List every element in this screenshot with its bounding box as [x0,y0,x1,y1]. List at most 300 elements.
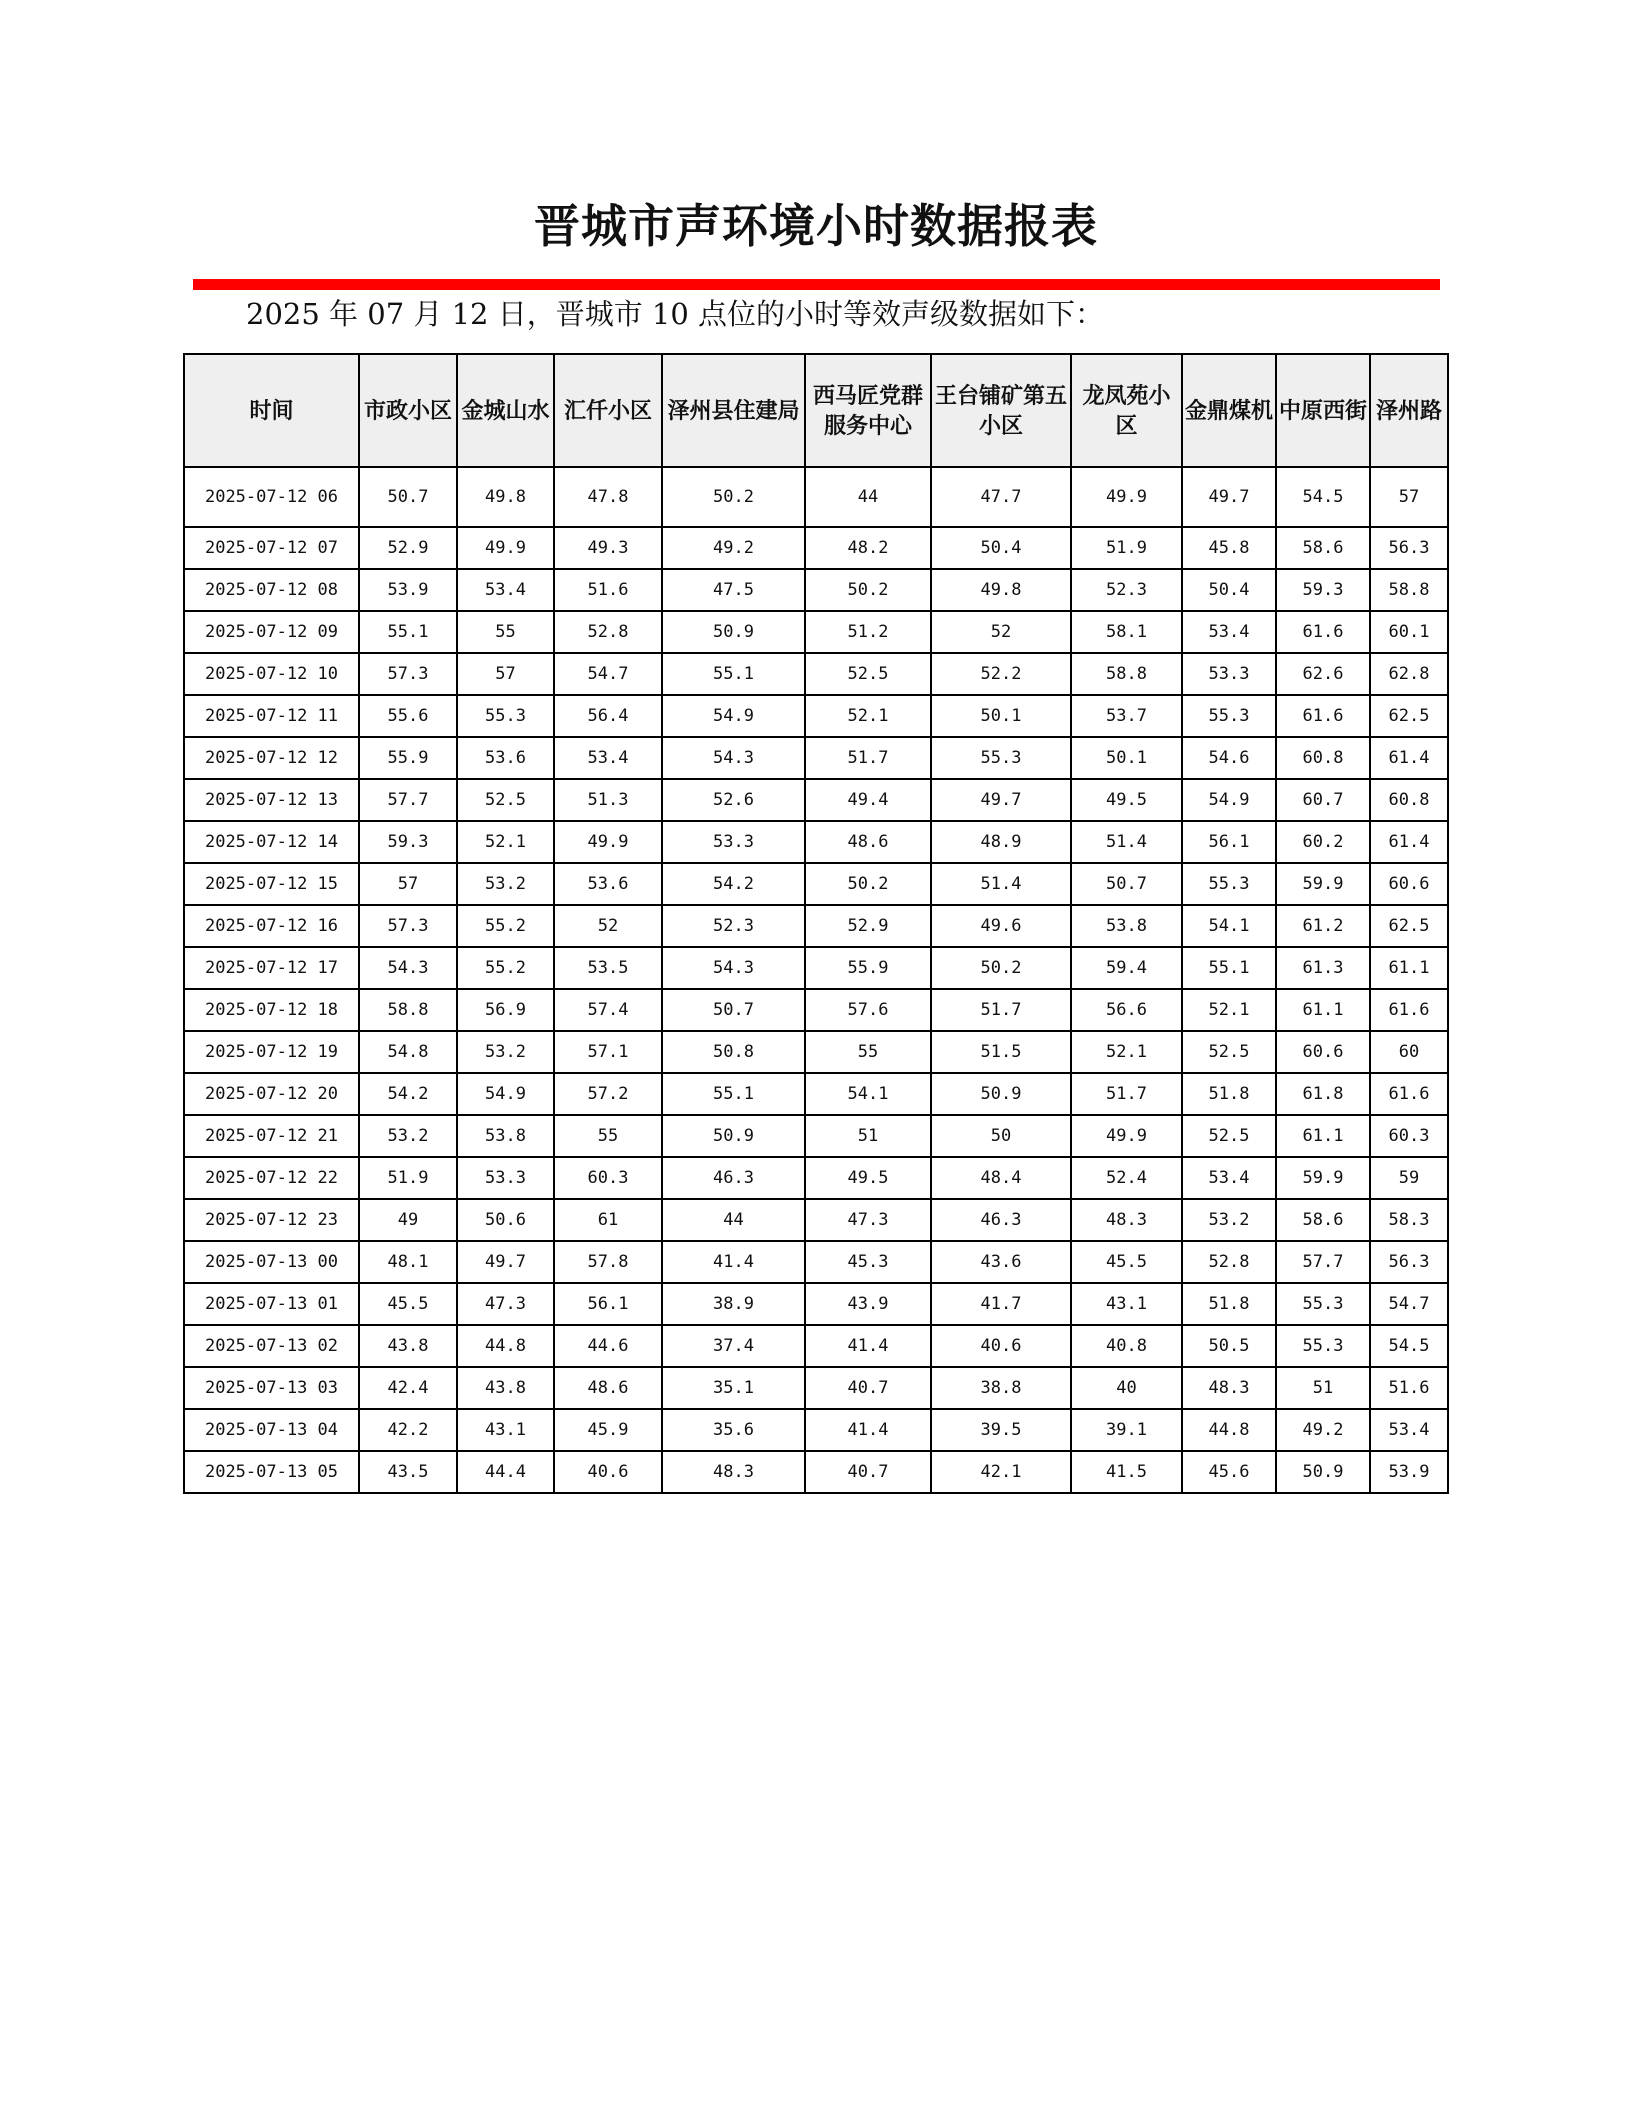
value-cell: 49.9 [457,527,554,569]
value-cell: 55.2 [457,905,554,947]
column-header: 王台铺矿第五小区 [931,354,1071,467]
value-cell: 51.7 [805,737,931,779]
column-header: 泽州县住建局 [662,354,805,467]
value-cell: 49.5 [1071,779,1182,821]
report-title: 晋城市声环境小时数据报表 [534,199,1098,253]
value-cell: 57 [457,653,554,695]
value-cell: 45.5 [359,1283,457,1325]
value-cell: 56.1 [1182,821,1276,863]
value-cell: 60.8 [1370,779,1448,821]
value-cell: 57.3 [359,905,457,947]
value-cell: 52.5 [1182,1115,1276,1157]
time-cell: 2025-07-12 14 [184,821,359,863]
value-cell: 50.2 [931,947,1071,989]
value-cell: 47.7 [931,467,1071,527]
value-cell: 41.5 [1071,1451,1182,1493]
table-row [184,905,1448,947]
value-cell: 60.6 [1370,863,1448,905]
value-cell: 53.8 [457,1115,554,1157]
value-cell: 59.9 [1276,863,1370,905]
value-cell: 53.2 [1182,1199,1276,1241]
value-cell: 61.6 [1370,1073,1448,1115]
table-row [184,989,1448,1031]
time-cell: 2025-07-12 10 [184,653,359,695]
value-cell: 43.8 [359,1325,457,1367]
value-cell: 52.1 [805,695,931,737]
value-cell: 50.4 [1182,569,1276,611]
column-header: 龙凤苑小区 [1071,354,1182,467]
value-cell: 53.4 [554,737,662,779]
value-cell: 53.3 [457,1157,554,1199]
value-cell: 56.3 [1370,527,1448,569]
value-cell: 51.9 [359,1157,457,1199]
table-row [184,1241,1448,1283]
value-cell: 51.7 [1071,1073,1182,1115]
value-cell: 50.7 [359,467,457,527]
value-cell: 51.8 [1182,1283,1276,1325]
value-cell: 61 [554,1199,662,1241]
value-cell: 61.6 [1370,989,1448,1031]
value-cell: 49.8 [931,569,1071,611]
value-cell: 51.6 [554,569,662,611]
value-cell: 49.7 [457,1241,554,1283]
table-row [184,695,1448,737]
time-cell: 2025-07-13 01 [184,1283,359,1325]
value-cell: 57.7 [359,779,457,821]
value-cell: 43.9 [805,1283,931,1325]
value-cell: 51 [805,1115,931,1157]
value-cell: 61.8 [1276,1073,1370,1115]
value-cell: 52.5 [457,779,554,821]
value-cell: 55.1 [359,611,457,653]
value-cell: 48.2 [805,527,931,569]
value-cell: 53.9 [1370,1451,1448,1493]
value-cell: 54.9 [662,695,805,737]
time-cell: 2025-07-12 15 [184,863,359,905]
value-cell: 50.1 [1071,737,1182,779]
value-cell: 44.8 [457,1325,554,1367]
value-cell: 52 [554,905,662,947]
table-row [184,821,1448,863]
value-cell: 62.5 [1370,905,1448,947]
value-cell: 46.3 [931,1199,1071,1241]
value-cell: 56.4 [554,695,662,737]
table-row [184,947,1448,989]
value-cell: 61.1 [1276,989,1370,1031]
value-cell: 57.1 [554,1031,662,1073]
time-cell: 2025-07-12 16 [184,905,359,947]
value-cell: 44 [805,467,931,527]
value-cell: 41.4 [662,1241,805,1283]
time-cell: 2025-07-12 20 [184,1073,359,1115]
value-cell: 54.1 [805,1073,931,1115]
value-cell: 53.6 [457,737,554,779]
value-cell: 48.6 [805,821,931,863]
value-cell: 41.7 [931,1283,1071,1325]
value-cell: 40.8 [1071,1325,1182,1367]
value-cell: 51.4 [1071,821,1182,863]
value-cell: 48.4 [931,1157,1071,1199]
table-row [184,1199,1448,1241]
time-cell: 2025-07-12 07 [184,527,359,569]
value-cell: 56.3 [1370,1241,1448,1283]
value-cell: 52.9 [805,905,931,947]
value-cell: 62.5 [1370,695,1448,737]
value-cell: 61.6 [1276,611,1370,653]
value-cell: 52.6 [662,779,805,821]
value-cell: 53.6 [554,863,662,905]
noise-data-table [183,353,1449,1494]
time-cell: 2025-07-12 19 [184,1031,359,1073]
table-row [184,611,1448,653]
value-cell: 55 [457,611,554,653]
value-cell: 52.5 [805,653,931,695]
value-cell: 55.1 [662,653,805,695]
table-row [184,1157,1448,1199]
table-row [184,569,1448,611]
value-cell: 57.4 [554,989,662,1031]
value-cell: 58.8 [1370,569,1448,611]
value-cell: 45.3 [805,1241,931,1283]
value-cell: 54.2 [359,1073,457,1115]
value-cell: 53.4 [1182,1157,1276,1199]
value-cell: 49.9 [1071,1115,1182,1157]
column-header: 中原西街 [1276,354,1370,467]
table-row [184,1451,1448,1493]
value-cell: 43.1 [457,1409,554,1451]
time-cell: 2025-07-12 21 [184,1115,359,1157]
table-row [184,527,1448,569]
time-cell: 2025-07-12 22 [184,1157,359,1199]
value-cell: 55.2 [457,947,554,989]
table-header-row [184,354,1448,467]
table-row [184,1367,1448,1409]
value-cell: 58.1 [1071,611,1182,653]
value-cell: 61.6 [1276,695,1370,737]
table-row [184,1283,1448,1325]
value-cell: 58.6 [1276,1199,1370,1241]
time-cell: 2025-07-12 06 [184,467,359,527]
value-cell: 44.6 [554,1325,662,1367]
value-cell: 52.1 [1071,1031,1182,1073]
table-row [184,1031,1448,1073]
value-cell: 49.3 [554,527,662,569]
value-cell: 35.1 [662,1367,805,1409]
time-cell: 2025-07-12 09 [184,611,359,653]
value-cell: 52.8 [1182,1241,1276,1283]
value-cell: 56.1 [554,1283,662,1325]
value-cell: 55.1 [1182,947,1276,989]
table-row [184,779,1448,821]
value-cell: 53.4 [1182,611,1276,653]
value-cell: 40.7 [805,1451,931,1493]
value-cell: 61.2 [1276,905,1370,947]
time-cell: 2025-07-12 13 [184,779,359,821]
value-cell: 45.5 [1071,1241,1182,1283]
column-header: 时间 [184,354,359,467]
value-cell: 46.3 [662,1157,805,1199]
value-cell: 57.8 [554,1241,662,1283]
value-cell: 60.2 [1276,821,1370,863]
value-cell: 38.8 [931,1367,1071,1409]
value-cell: 51.9 [1071,527,1182,569]
value-cell: 50.9 [662,611,805,653]
value-cell: 50.9 [662,1115,805,1157]
value-cell: 53.7 [1071,695,1182,737]
value-cell: 52.5 [1182,1031,1276,1073]
value-cell: 55 [554,1115,662,1157]
value-cell: 47.8 [554,467,662,527]
value-cell: 56.6 [1071,989,1182,1031]
value-cell: 41.4 [805,1409,931,1451]
value-cell: 53.3 [662,821,805,863]
value-cell: 42.1 [931,1451,1071,1493]
time-cell: 2025-07-13 02 [184,1325,359,1367]
time-cell: 2025-07-13 03 [184,1367,359,1409]
value-cell: 54.6 [1182,737,1276,779]
value-cell: 37.4 [662,1325,805,1367]
table-row [184,467,1448,527]
value-cell: 52.3 [1071,569,1182,611]
value-cell: 39.5 [931,1409,1071,1451]
time-cell: 2025-07-12 23 [184,1199,359,1241]
value-cell: 61.4 [1370,821,1448,863]
time-cell: 2025-07-12 08 [184,569,359,611]
value-cell: 52.2 [931,653,1071,695]
table-row [184,1325,1448,1367]
value-cell: 57.7 [1276,1241,1370,1283]
value-cell: 39.1 [1071,1409,1182,1451]
value-cell: 54.3 [662,737,805,779]
value-cell: 53.4 [457,569,554,611]
value-cell: 44 [662,1199,805,1241]
value-cell: 51.7 [931,989,1071,1031]
value-cell: 51 [1276,1367,1370,1409]
time-cell: 2025-07-13 05 [184,1451,359,1493]
column-header: 市政小区 [359,354,457,467]
value-cell: 50.2 [662,467,805,527]
value-cell: 58.8 [1071,653,1182,695]
value-cell: 53.2 [359,1115,457,1157]
column-header: 金城山水 [457,354,554,467]
value-cell: 57 [1370,467,1448,527]
value-cell: 51.3 [554,779,662,821]
value-cell: 43.1 [1071,1283,1182,1325]
value-cell: 50.7 [662,989,805,1031]
value-cell: 52.1 [1182,989,1276,1031]
value-cell: 48.6 [554,1367,662,1409]
value-cell: 43.6 [931,1241,1071,1283]
value-cell: 47.3 [805,1199,931,1241]
value-cell: 58.6 [1276,527,1370,569]
value-cell: 60.8 [1276,737,1370,779]
value-cell: 47.3 [457,1283,554,1325]
table-row [184,1073,1448,1115]
value-cell: 54.9 [1182,779,1276,821]
value-cell: 55.6 [359,695,457,737]
value-cell: 53.3 [1182,653,1276,695]
value-cell: 52 [931,611,1071,653]
value-cell: 54.3 [359,947,457,989]
value-cell: 49.7 [931,779,1071,821]
value-cell: 40.6 [554,1451,662,1493]
value-cell: 50.5 [1182,1325,1276,1367]
value-cell: 49.5 [805,1157,931,1199]
value-cell: 53.2 [457,863,554,905]
value-cell: 50.2 [805,863,931,905]
title-divider [193,279,1440,290]
value-cell: 50.4 [931,527,1071,569]
value-cell: 48.3 [1071,1199,1182,1241]
table-body [184,467,1448,1493]
value-cell: 42.4 [359,1367,457,1409]
value-cell: 49.9 [1071,467,1182,527]
value-cell: 52.9 [359,527,457,569]
time-cell: 2025-07-12 11 [184,695,359,737]
value-cell: 50.7 [1071,863,1182,905]
value-cell: 47.5 [662,569,805,611]
table-row [184,653,1448,695]
table-row [184,1115,1448,1157]
value-cell: 55.3 [1182,863,1276,905]
value-cell: 60.3 [1370,1115,1448,1157]
value-cell: 59.4 [1071,947,1182,989]
value-cell: 50.9 [931,1073,1071,1115]
value-cell: 51.8 [1182,1073,1276,1115]
value-cell: 52.8 [554,611,662,653]
value-cell: 54.8 [359,1031,457,1073]
column-header: 汇仟小区 [554,354,662,467]
value-cell: 53.2 [457,1031,554,1073]
value-cell: 59.9 [1276,1157,1370,1199]
value-cell: 54.5 [1276,467,1370,527]
value-cell: 51.2 [805,611,931,653]
value-cell: 61.4 [1370,737,1448,779]
value-cell: 44.8 [1182,1409,1276,1451]
value-cell: 40 [1071,1367,1182,1409]
value-cell: 48.3 [1182,1367,1276,1409]
value-cell: 61.1 [1276,1115,1370,1157]
value-cell: 52.1 [457,821,554,863]
value-cell: 56.9 [457,989,554,1031]
value-cell: 53.4 [1370,1409,1448,1451]
column-header: 西马匠党群服务中心 [805,354,931,467]
value-cell: 55.1 [662,1073,805,1115]
value-cell: 53.5 [554,947,662,989]
value-cell: 50.2 [805,569,931,611]
value-cell: 60.6 [1276,1031,1370,1073]
value-cell: 55.3 [457,695,554,737]
value-cell: 57.6 [805,989,931,1031]
value-cell: 48.9 [931,821,1071,863]
value-cell: 61.1 [1370,947,1448,989]
value-cell: 38.9 [662,1283,805,1325]
value-cell: 54.7 [554,653,662,695]
value-cell: 55.9 [805,947,931,989]
value-cell: 49.2 [1276,1409,1370,1451]
time-cell: 2025-07-13 00 [184,1241,359,1283]
table-row [184,737,1448,779]
value-cell: 45.8 [1182,527,1276,569]
column-header: 泽州路 [1370,354,1448,467]
value-cell: 49.7 [1182,467,1276,527]
value-cell: 50 [931,1115,1071,1157]
value-cell: 42.2 [359,1409,457,1451]
column-header: 金鼎煤机 [1182,354,1276,467]
value-cell: 45.6 [1182,1451,1276,1493]
value-cell: 54.1 [1182,905,1276,947]
value-cell: 49.8 [457,467,554,527]
value-cell: 43.8 [457,1367,554,1409]
value-cell: 58.8 [359,989,457,1031]
value-cell: 49.6 [931,905,1071,947]
value-cell: 53.9 [359,569,457,611]
value-cell: 35.6 [662,1409,805,1451]
value-cell: 49 [359,1199,457,1241]
table-row [184,863,1448,905]
value-cell: 44.4 [457,1451,554,1493]
value-cell: 51.5 [931,1031,1071,1073]
value-cell: 48.3 [662,1451,805,1493]
value-cell: 60.1 [1370,611,1448,653]
value-cell: 55.3 [1182,695,1276,737]
value-cell: 52.3 [662,905,805,947]
value-cell: 53.8 [1071,905,1182,947]
value-cell: 55.3 [1276,1283,1370,1325]
value-cell: 52.4 [1071,1157,1182,1199]
value-cell: 43.5 [359,1451,457,1493]
value-cell: 48.1 [359,1241,457,1283]
value-cell: 54.7 [1370,1283,1448,1325]
value-cell: 55 [805,1031,931,1073]
value-cell: 50.9 [1276,1451,1370,1493]
value-cell: 54.5 [1370,1325,1448,1367]
value-cell: 54.2 [662,863,805,905]
value-cell: 55.3 [1276,1325,1370,1367]
value-cell: 60.7 [1276,779,1370,821]
time-cell: 2025-07-12 17 [184,947,359,989]
value-cell: 58.3 [1370,1199,1448,1241]
value-cell: 50.1 [931,695,1071,737]
value-cell: 55.9 [359,737,457,779]
value-cell: 59 [1370,1157,1448,1199]
value-cell: 41.4 [805,1325,931,1367]
value-cell: 59.3 [1276,569,1370,611]
value-cell: 45.9 [554,1409,662,1451]
table-row [184,1409,1448,1451]
value-cell: 57 [359,863,457,905]
time-cell: 2025-07-12 18 [184,989,359,1031]
time-cell: 2025-07-12 12 [184,737,359,779]
value-cell: 50.6 [457,1199,554,1241]
value-cell: 57.3 [359,653,457,695]
value-cell: 54.3 [662,947,805,989]
value-cell: 57.2 [554,1073,662,1115]
value-cell: 50.8 [662,1031,805,1073]
value-cell: 49.4 [805,779,931,821]
value-cell: 60.3 [554,1157,662,1199]
value-cell: 51.4 [931,863,1071,905]
value-cell: 62.8 [1370,653,1448,695]
value-cell: 40.7 [805,1367,931,1409]
value-cell: 49.2 [662,527,805,569]
value-cell: 54.9 [457,1073,554,1115]
value-cell: 49.9 [554,821,662,863]
value-cell: 55.3 [931,737,1071,779]
intro-text: 2025 年 07 月 12 日，晋城市 10 点位的小时等效声级数据如下： [246,297,1105,331]
time-cell: 2025-07-13 04 [184,1409,359,1451]
value-cell: 59.3 [359,821,457,863]
